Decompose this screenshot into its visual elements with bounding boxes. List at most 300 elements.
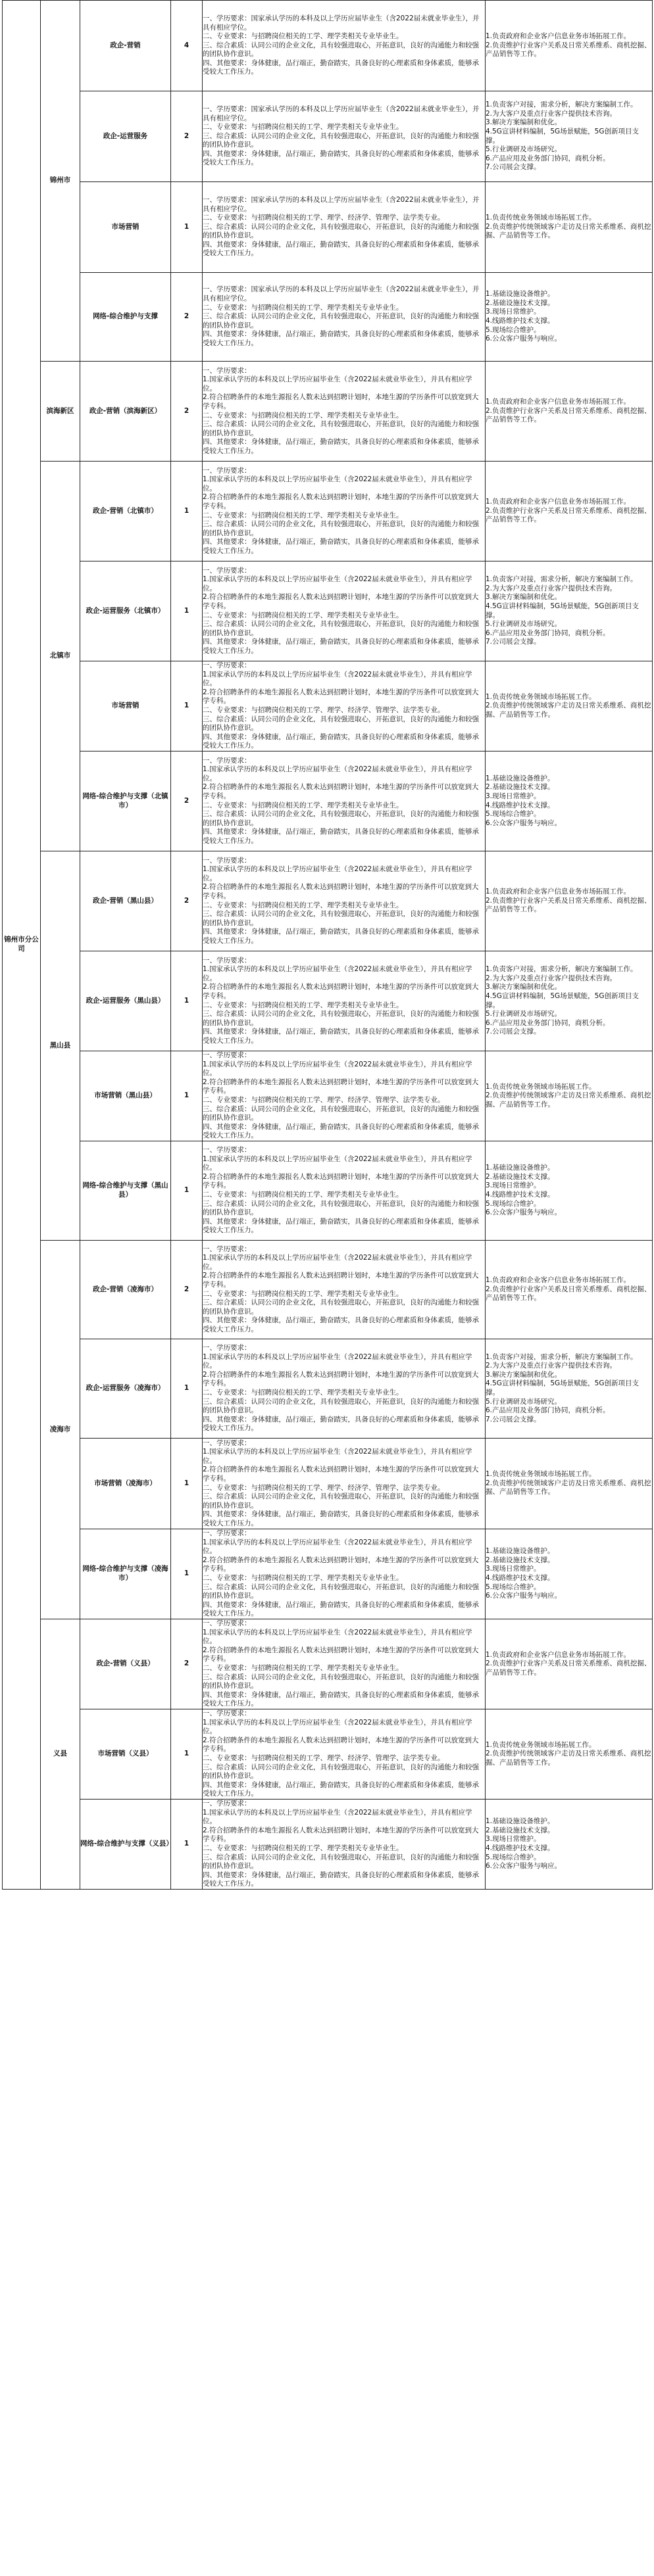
post-title-cell: 政企-营销（凌海市）: [80, 1241, 171, 1339]
requirement-line: 三、综合素质：认同公司的企业文化，具有较强进取心，开拓意识，良好的沟通能力和较强的团队协作意识。: [203, 520, 479, 537]
duties-cell: [486, 273, 653, 362]
requirements-cell: [203, 1051, 486, 1141]
headcount-cell: 2: [171, 1241, 203, 1339]
region-cell: 北镇市: [41, 462, 80, 851]
requirement-line: 1.国家承认学历的本科及以上学历应届毕业生（含2022届未就业毕业生），并具有相应学位。: [203, 1808, 472, 1826]
requirement-line: 一、学历要求：: [203, 956, 251, 965]
duty-line: 1.负责客户对接，需求分析，解决方案编制工作。: [486, 965, 638, 974]
table-row: [3, 751, 653, 851]
duties-cell: [486, 851, 653, 951]
requirement-line: 2.符合招聘条件的本地生源报名人数未达到招聘计划时，本地生源的学历条件可以放宽到大学专科。: [203, 1172, 479, 1190]
duty-line: 1.负责政府和企业客户信息业务市场拓展工作。: [486, 1276, 631, 1285]
region-cell: 凌海市: [41, 1241, 80, 1619]
duty-line: 2.基础设施技术支撑。: [486, 1826, 555, 1834]
requirement-line: 2.符合招聘条件的本地生源报名人数未达到招聘计划时，本地生源的学历条件可以放宽到大学专科。: [203, 883, 479, 900]
requirements-cell: [203, 951, 486, 1051]
duty-line: 1.负责政府和企业客户信息业务市场拓展工作。: [486, 398, 631, 406]
duty-line: 3.现场日常维护。: [486, 1565, 541, 1573]
requirement-line: 四、其他要求：身体健康，品行端正，勤奋踏实，具备良好的心理素质和身体素质，能够承受较大工作压力。: [203, 1217, 479, 1235]
requirement-line: 三、综合素质：认同公司的企业文化，具有较强进取心，开拓意识，良好的沟通能力和较强的团队协作意识。: [203, 131, 479, 149]
duty-line: 4.5G宣讲材料编制，5G场景赋能，5G创新项目支撑。: [486, 127, 639, 145]
requirement-line: 1.国家承认学历的本科及以上学历应届毕业生（含2022届未就业毕业生），并具有相应学位。: [203, 1254, 472, 1271]
duty-line: 2.负责维护行业客户关系及日常关系维系、商机挖掘、产品销售等工作。: [486, 506, 651, 524]
table-row: [3, 273, 653, 362]
requirements-cell: [203, 561, 486, 661]
duties-cell: [486, 1800, 653, 1890]
requirement-line: 一、学历要求：国家承认学历的本科及以上学历应届毕业生（含2022届未就业毕业生），并具有相应学位。: [203, 285, 480, 303]
requirement-line: 1.国家承认学历的本科及以上学历应届毕业生（含2022届未就业毕业生），并具有相应学位。: [203, 1628, 472, 1646]
duty-line: 5.现场综合维护。: [486, 1199, 541, 1208]
duty-line: 1.负责传统业务领域市场拓展工作。: [486, 692, 596, 701]
duty-line: 1.负责政府和企业客户信息业务市场拓展工作。: [486, 498, 631, 506]
duty-line: 1.基础设施设备维护。: [486, 774, 555, 782]
post-title-cell: 政企-营销: [80, 1, 171, 91]
duty-line: 6.产品应用及业务部门协同，商机分析。: [486, 629, 610, 637]
post-title-cell: 政企-营销（义县）: [80, 1619, 171, 1709]
requirement-line: 三、综合素质：认同公司的企业文化，具有较强进取心，开拓意识，良好的沟通能力和较强的团队协作意识。: [203, 1397, 479, 1415]
duty-line: 2.负责维护传统领域客户走访及日常关系维系、商机挖掘、产品销售等工作。: [486, 1091, 651, 1109]
headcount-cell: 1: [171, 462, 203, 561]
headcount-cell: 1: [171, 661, 203, 751]
requirement-line: 四、其他要求：身体健康，品行端正，勤奋踏实，具备良好的心理素质和身体素质，能够承受较大工作压力。: [203, 638, 479, 655]
duty-line: 6.公众客户服务与响应。: [486, 1592, 562, 1600]
requirement-line: 三、综合素质：认同公司的企业文化，具有较强进取心，开拓意识，良好的沟通能力和较强的团队协作意识。: [203, 222, 479, 240]
post-title-cell: 网络-综合维护与支撑（黑山县）: [80, 1141, 171, 1241]
requirement-line: 一、学历要求：国家承认学历的本科及以上学历应届毕业生（含2022届未就业毕业生），并具有相应学位。: [203, 105, 480, 122]
requirement-line: 三、综合素质：认同公司的企业文化，具有较强进取心，开拓意识，良好的沟通能力和较强的团队协作意识。: [203, 1299, 479, 1316]
requirements-cell: [203, 462, 486, 561]
duty-line: 1.基础设施设备维护。: [486, 1547, 555, 1556]
requirement-line: 2.符合招聘条件的本地生源报名人数未达到招聘计划时，本地生源的学历条件可以放宽到大学专科。: [203, 593, 479, 610]
duty-line: 2.负责维护传统领域客户走访及日常关系维系、商机挖掘、产品销售等工作。: [486, 1750, 651, 1767]
duty-line: 2.负责维护行业客户关系及日常关系维系、商机挖掘、产品销售等工作。: [486, 406, 651, 424]
requirement-line: 1.国家承认学历的本科及以上学历应届毕业生（含2022届未就业毕业生），并具有相应学位。: [203, 670, 472, 688]
requirement-line: 四、其他要求：身体健康，品行端正，勤奋踏实，具备良好的心理素质和身体素质，能够承受较大工作压力。: [203, 1780, 479, 1798]
table-row: [3, 91, 653, 182]
table-row: [3, 661, 653, 751]
requirement-line: 一、学历要求：: [203, 1709, 251, 1718]
duty-line: 4.线路维护技术支撑。: [486, 1191, 555, 1199]
duty-line: 5.现场综合维护。: [486, 1583, 541, 1591]
headcount-cell: 1: [171, 1529, 203, 1619]
duty-line: 2.负责维护行业客户关系及日常关系维系、商机挖掘、产品销售等工作。: [486, 896, 651, 914]
duty-line: 5.现场综合维护。: [486, 810, 541, 819]
duties-cell: [486, 1339, 653, 1439]
requirement-line: 一、学历要求：: [203, 1051, 251, 1060]
requirement-line: 四、其他要求：身体健康，品行端正，勤奋踏实，具备良好的心理素质和身体素质，能够承受较大工作压力。: [203, 59, 479, 76]
table-row: [3, 1439, 653, 1529]
requirement-line: 四、其他要求：身体健康，品行端正，勤奋踏实，具备良好的心理素质和身体素质，能够承受较大工作压力。: [203, 1028, 479, 1045]
requirement-line: 2.符合招聘条件的本地生源报名人数未达到招聘计划时，本地生源的学历条件可以放宽到大学专科。: [203, 1646, 479, 1663]
company-cell: 锦州市分公司: [3, 1, 41, 1890]
duty-line: 2.为大客户及重点行业客户提供技术咨询。: [486, 974, 617, 982]
duties-cell: [486, 1619, 653, 1709]
requirement-line: 三、综合素质：认同公司的企业文化，具有较强进取心，开拓意识，良好的沟通能力和较强的团队协作意识。: [203, 1105, 479, 1122]
duties-cell: [486, 1709, 653, 1800]
requirements-cell: [203, 1141, 486, 1241]
requirement-line: 2.符合招聘条件的本地生源报名人数未达到招聘计划时，本地生源的学历条件可以放宽到大学专科。: [203, 1078, 479, 1095]
requirements-cell: [203, 1800, 486, 1890]
requirement-line: 1.国家承认学历的本科及以上学历应届毕业生（含2022届未就业毕业生），并具有相应学位。: [203, 575, 472, 592]
post-title-cell: 政企-营销（黑山县）: [80, 851, 171, 951]
post-title-cell: 政企-运营服务: [80, 91, 171, 182]
region-cell: 黑山县: [41, 851, 80, 1241]
requirement-line: 四、其他要求：身体健康，品行端正，勤奋踏实，具备良好的心理素质和身体素质，能够承受较大工作压力。: [203, 1600, 479, 1618]
duty-line: 1.负责政府和企业客户信息业务市场拓展工作。: [486, 888, 631, 896]
requirement-line: 一、学历要求：国家承认学历的本科及以上学历应届毕业生（含2022届未就业毕业生），并具有相应学位。: [203, 14, 480, 32]
requirement-line: 2.符合招聘条件的本地生源报名人数未达到招聘计划时，本地生源的学历条件可以放宽到大学专科。: [203, 1466, 479, 1483]
duty-line: 7.公司展会支撑。: [486, 1028, 541, 1036]
requirement-line: 2.符合招聘条件的本地生源报名人数未达到招聘计划时，本地生源的学历条件可以放宽到大学专科。: [203, 1556, 479, 1573]
requirement-line: 1.国家承认学历的本科及以上学历应届毕业生（含2022届未就业毕业生），并具有相应学位。: [203, 1155, 472, 1172]
requirement-line: 二、专业要求：与招聘岗位相关的工学、理学类相关专业毕业生。: [203, 801, 403, 809]
duties-cell: [486, 1051, 653, 1141]
headcount-cell: 2: [171, 1619, 203, 1709]
requirement-line: 四、其他要求：身体健康，品行端正，勤奋踏实，具备良好的心理素质和身体素质，能够承受较大工作压力。: [203, 1871, 479, 1888]
duties-cell: [486, 561, 653, 661]
requirement-line: 四、其他要求：身体健康，品行端正，勤奋踏实，具备良好的心理素质和身体素质，能够承受较大工作压力。: [203, 240, 479, 258]
table-row: [3, 951, 653, 1051]
requirements-cell: [203, 1339, 486, 1439]
requirement-line: 二、专业要求：与招聘岗位相关的工学、理学类相关专业毕业生。: [203, 511, 403, 519]
region-cell: 滨海新区: [41, 362, 80, 462]
duty-line: 2.负责维护传统领域客户走访及日常关系维系、商机挖掘、产品销售等工作。: [486, 702, 651, 719]
duty-line: 3.解决方案编制和优化。: [486, 118, 562, 127]
requirement-line: 三、综合素质：认同公司的企业文化，具有较强进取心，开拓意识，良好的沟通能力和较强的团队协作意识。: [203, 420, 479, 437]
requirement-line: 2.符合招聘条件的本地生源报名人数未达到招聘计划时，本地生源的学历条件可以放宽到大学专科。: [203, 688, 479, 705]
duty-line: 2.为大客户及重点行业客户提供技术咨询。: [486, 584, 617, 592]
requirement-line: 三、综合素质：认同公司的企业文化，具有较强进取心，开拓意识，良好的沟通能力和较强的团队协作意识。: [203, 1763, 479, 1780]
table-row: [3, 1141, 653, 1241]
requirement-line: 2.符合招聘条件的本地生源报名人数未达到招聘计划时，本地生源的学历条件可以放宽到大学专科。: [203, 493, 479, 510]
duty-line: 2.基础设施技术支撑。: [486, 1556, 555, 1564]
duty-line: 2.基础设施技术支撑。: [486, 783, 555, 792]
requirement-line: 三、综合素质：认同公司的企业文化，具有较强进取心，开拓意识，良好的沟通能力和较强的团队协作意识。: [203, 1199, 479, 1217]
duty-line: 5.现场综合维护。: [486, 1853, 541, 1861]
duty-line: 6.公众客户服务与响应。: [486, 819, 562, 827]
requirement-line: 2.符合招聘条件的本地生源报名人数未达到招聘计划时，本地生源的学历条件可以放宽到大学专科。: [203, 783, 479, 800]
requirement-line: 二、专业要求：与招聘岗位相关的工学、理学、经济学、管理学、法学类专业。: [203, 1096, 445, 1104]
duty-line: 2.为大客户及重点行业客户提供技术咨询。: [486, 1362, 617, 1370]
table-row: [3, 1241, 653, 1339]
post-title-cell: 网络-综合维护与支撑（凌海市）: [80, 1529, 171, 1619]
duty-line: 6.公众客户服务与响应。: [486, 1862, 562, 1871]
duty-line: 7.公司展会支撑。: [486, 1415, 541, 1423]
requirement-line: 二、专业要求：与招聘岗位相关的工学、理学类相关专业毕业生。: [203, 1844, 403, 1852]
headcount-cell: 1: [171, 951, 203, 1051]
requirement-line: 二、专业要求：与招聘岗位相关的工学、理学、经济学、管理学、法学类专业。: [203, 214, 445, 222]
requirement-line: 1.国家承认学历的本科及以上学历应届毕业生（含2022届未就业毕业生），并具有相应学位。: [203, 375, 472, 393]
requirements-cell: [203, 273, 486, 362]
duty-line: 5.行业调研及市场研究。: [486, 145, 562, 154]
headcount-cell: 2: [171, 91, 203, 182]
duties-cell: [486, 951, 653, 1051]
headcount-cell: 1: [171, 561, 203, 661]
requirement-line: 一、学历要求：: [203, 756, 251, 765]
requirements-cell: [203, 1, 486, 91]
table-row: [3, 561, 653, 661]
requirement-line: 四、其他要求：身体健康，品行端正，勤奋踏实，具备良好的心理素质和身体素质，能够承受较大工作压力。: [203, 438, 479, 455]
requirement-line: 三、综合素质：认同公司的企业文化，具有较强进取心，开拓意识，良好的沟通能力和较强的团队协作意识。: [203, 1492, 479, 1510]
requirement-line: 三、综合素质：认同公司的企业文化，具有较强进取心，开拓意识，良好的沟通能力和较强的团队协作意识。: [203, 910, 479, 927]
post-title-cell: 市场营销（义县）: [80, 1709, 171, 1800]
requirement-line: 四、其他要求：身体健康，品行端正，勤奋踏实，具备良好的心理素质和身体素质，能够承受较大工作压力。: [203, 828, 479, 845]
requirements-cell: [203, 362, 486, 462]
duty-line: 1.负责客户对接，需求分析，解决方案编制工作。: [486, 1352, 638, 1361]
duties-cell: [486, 1439, 653, 1529]
requirement-line: 1.国家承认学历的本科及以上学历应届毕业生（含2022届未就业毕业生），并具有相应学位。: [203, 475, 472, 492]
requirement-line: 2.符合招聘条件的本地生源报名人数未达到招聘计划时，本地生源的学历条件可以放宽到大学专科。: [203, 1736, 479, 1753]
requirement-line: 二、专业要求：与招聘岗位相关的工学、理学、经济学、管理学、法学类专业。: [203, 706, 445, 714]
duty-line: 1.基础设施设备维护。: [486, 1817, 555, 1826]
requirement-line: 二、专业要求：与招聘岗位相关的工学、理学、经济学、管理学、法学类专业。: [203, 1754, 445, 1762]
requirement-line: 二、专业要求：与招聘岗位相关的工学、理学类相关专业毕业生。: [203, 901, 403, 909]
duty-line: 3.解决方案编制和优化。: [486, 593, 562, 602]
post-title-cell: 政企-运营服务（凌海市）: [80, 1339, 171, 1439]
table-row: [3, 182, 653, 273]
requirement-line: 四、其他要求：身体健康，品行端正，勤奋踏实，具备良好的心理素质和身体素质，能够承受较大工作压力。: [203, 732, 479, 750]
post-title-cell: 网络-综合维护与支撑: [80, 273, 171, 362]
duty-line: 1.负责传统业务领域市场拓展工作。: [486, 1082, 596, 1091]
duty-line: 1.基础设施设备维护。: [486, 290, 555, 298]
duty-line: 1.负责客户对接，需求分析，解决方案编制工作。: [486, 575, 638, 584]
requirements-cell: [203, 1529, 486, 1619]
duty-line: 4.线路维护技术支撑。: [486, 1844, 555, 1852]
requirement-line: 二、专业要求：与招聘岗位相关的工学、理学类相关专业毕业生。: [203, 123, 403, 131]
requirement-line: 1.国家承认学历的本科及以上学历应届毕业生（含2022届未就业毕业生），并具有相应学位。: [203, 1718, 472, 1736]
post-title-cell: 市场营销（凌海市）: [80, 1439, 171, 1529]
duty-line: 3.解决方案编制和优化。: [486, 1370, 562, 1379]
duty-line: 3.现场日常维护。: [486, 1181, 541, 1190]
requirement-line: 四、其他要求：身体健康，品行端正，勤奋踏实，具备良好的心理素质和身体素质，能够承受较大工作压力。: [203, 538, 479, 555]
requirement-line: 四、其他要求：身体健康，品行端正，勤奋踏实，具备良好的心理素质和身体素质，能够承受较大工作压力。: [203, 1415, 479, 1433]
duty-line: 7.公司展会支撑。: [486, 163, 541, 172]
duty-line: 3.现场日常维护。: [486, 792, 541, 800]
requirement-line: 2.符合招聘条件的本地生源报名人数未达到招聘计划时，本地生源的学历条件可以放宽到大学专科。: [203, 1370, 479, 1388]
requirement-line: 一、学历要求：: [203, 1146, 251, 1155]
duties-cell: [486, 1, 653, 91]
duty-line: 4.线路维护技术支撑。: [486, 801, 555, 809]
requirement-line: 四、其他要求：身体健康，品行端正，勤奋踏实，具备良好的心理素质和身体素质，能够承受较大工作压力。: [203, 1122, 479, 1140]
post-title-cell: 市场营销: [80, 182, 171, 273]
requirement-line: 一、学历要求：: [203, 366, 251, 375]
post-title-cell: 网络-综合维护与支撑（义县）: [80, 1800, 171, 1890]
requirement-line: 1.国家承认学历的本科及以上学历应届毕业生（含2022届未就业毕业生），并具有相应学位。: [203, 1060, 472, 1078]
requirement-line: 1.国家承认学历的本科及以上学历应届毕业生（含2022届未就业毕业生），并具有相应学位。: [203, 965, 472, 982]
duties-cell: [486, 1241, 653, 1339]
requirement-line: 1.国家承认学历的本科及以上学历应届毕业生（含2022届未就业毕业生），并具有相应学位。: [203, 1538, 472, 1556]
requirement-line: 三、综合素质：认同公司的企业文化，具有较强进取心，开拓意识，良好的沟通能力和较强的团队协作意识。: [203, 41, 479, 59]
requirement-line: 2.符合招聘条件的本地生源报名人数未达到招聘计划时，本地生源的学历条件可以放宽到大学专科。: [203, 393, 479, 410]
duty-line: 1.负责政府和企业客户信息业务市场拓展工作。: [486, 1650, 631, 1659]
requirement-line: 二、专业要求：与招聘岗位相关的工学、理学类相关专业毕业生。: [203, 32, 403, 41]
duty-line: 1.负责传统业务领域市场拓展工作。: [486, 1740, 596, 1749]
requirement-line: 2.符合招聘条件的本地生源报名人数未达到招聘计划时，本地生源的学历条件可以放宽到大学专科。: [203, 1272, 479, 1289]
headcount-cell: 2: [171, 751, 203, 851]
requirement-line: 三、综合素质：认同公司的企业文化，具有较强进取心，开拓意识，良好的沟通能力和较强的团队协作意识。: [203, 1673, 479, 1690]
requirement-line: 四、其他要求：身体健康，品行端正，勤奋踏实，具备良好的心理素质和身体素质，能够承受较大工作压力。: [203, 330, 479, 347]
table-row: [3, 1529, 653, 1619]
duty-line: 2.负责维护行业客户关系及日常关系维系、商机挖掘、产品销售等工作。: [486, 1659, 651, 1677]
headcount-cell: 1: [171, 1800, 203, 1890]
duty-line: 2.基础设施技术支撑。: [486, 298, 555, 307]
duties-cell: [486, 1141, 653, 1241]
requirement-line: 四、其他要求：身体健康，品行端正，勤奋踏实，具备良好的心理素质和身体素质，能够承受较大工作压力。: [203, 928, 479, 945]
duty-line: 4.5G宣讲材料编制，5G场景赋能，5G创新项目支撑。: [486, 602, 639, 619]
requirement-line: 二、专业要求：与招聘岗位相关的工学、理学类相关专业毕业生。: [203, 303, 403, 312]
table-row: [3, 362, 653, 462]
duty-line: 3.现场日常维护。: [486, 308, 541, 316]
requirement-line: 三、综合素质：认同公司的企业文化，具有较强进取心，开拓意识，良好的沟通能力和较强的团队协作意识。: [203, 620, 479, 637]
table-row: [3, 1619, 653, 1709]
requirement-line: 四、其他要求：身体健康，品行端正，勤奋踏实，具备良好的心理素质和身体素质，能够承受较大工作压力。: [203, 149, 479, 167]
requirement-line: 三、综合素质：认同公司的企业文化，具有较强进取心，开拓意识，良好的沟通能力和较强的团队协作意识。: [203, 1010, 479, 1027]
requirement-line: 三、综合素质：认同公司的企业文化，具有较强进取心，开拓意识，良好的沟通能力和较强的团队协作意识。: [203, 312, 479, 329]
post-title-cell: 政企-运营服务（北镇市）: [80, 561, 171, 661]
requirement-line: 四、其他要求：身体健康，品行端正，勤奋踏实，具备良好的心理素质和身体素质，能够承受较大工作压力。: [203, 1510, 479, 1527]
requirements-cell: [203, 751, 486, 851]
duty-line: 6.公众客户服务与响应。: [486, 1208, 562, 1217]
requirement-line: 二、专业要求：与招聘岗位相关的工学、理学、经济学、管理学、法学类专业。: [203, 1483, 445, 1492]
requirement-line: 三、综合素质：认同公司的企业文化，具有较强进取心，开拓意识，良好的沟通能力和较强的团队协作意识。: [203, 1583, 479, 1600]
headcount-cell: 2: [171, 273, 203, 362]
requirement-line: 一、学历要求：: [203, 566, 251, 575]
headcount-cell: 2: [171, 851, 203, 951]
requirements-cell: [203, 1439, 486, 1529]
post-title-cell: 市场营销: [80, 661, 171, 751]
requirement-line: 二、专业要求：与招聘岗位相关的工学、理学类相关专业毕业生。: [203, 611, 403, 619]
headcount-cell: 1: [171, 1439, 203, 1529]
requirements-cell: [203, 1619, 486, 1709]
table-row: [3, 1800, 653, 1890]
requirement-line: 二、专业要求：与招聘岗位相关的工学、理学类相关专业毕业生。: [203, 1289, 403, 1298]
requirement-line: 二、专业要求：与招聘岗位相关的工学、理学类相关专业毕业生。: [203, 1574, 403, 1582]
duty-line: 3.解决方案编制和优化。: [486, 983, 562, 991]
duties-cell: [486, 91, 653, 182]
requirement-line: 一、学历要求：: [203, 661, 251, 670]
duty-line: 5.现场综合维护。: [486, 325, 541, 334]
requirement-line: 一、学历要求：: [203, 1529, 251, 1538]
requirement-line: 三、综合素质：认同公司的企业文化，具有较强进取心，开拓意识，良好的沟通能力和较强的团队协作意识。: [203, 810, 479, 827]
post-title-cell: 政企-运营服务（黑山县）: [80, 951, 171, 1051]
table-row: [3, 462, 653, 561]
requirement-line: 2.符合招聘条件的本地生源报名人数未达到招聘计划时，本地生源的学历条件可以放宽到大学专科。: [203, 1826, 479, 1844]
requirement-line: 一、学历要求：: [203, 1800, 251, 1808]
requirement-line: 一、学历要求：国家承认学历的本科及以上学历应届毕业生（含2022届未就业毕业生），并具有相应学位。: [203, 195, 480, 213]
headcount-cell: 4: [171, 1, 203, 91]
duty-line: 2.负责维护传统领域客户走访及日常关系维系、商机挖掘、产品销售等工作。: [486, 222, 651, 240]
duty-line: 6.产品应用及业务部门协同，商机分析。: [486, 1018, 610, 1027]
requirement-line: 四、其他要求：身体健康，品行端正，勤奋踏实，具备良好的心理素质和身体素质，能够承受较大工作压力。: [203, 1316, 479, 1333]
recruitment-table: [2, 0, 653, 1890]
duty-line: 4.线路维护技术支撑。: [486, 1574, 555, 1582]
table-row: [3, 1339, 653, 1439]
headcount-cell: 1: [171, 1141, 203, 1241]
requirement-line: 二、专业要求：与招聘岗位相关的工学、理学类相关专业毕业生。: [203, 1389, 403, 1396]
requirement-line: 一、学历要求：: [203, 1619, 251, 1628]
table-row: [3, 1, 653, 91]
duties-cell: [486, 362, 653, 462]
duty-line: 2.负责维护传统领域客户走访及日常关系维系、商机挖掘、产品销售等工作。: [486, 1479, 651, 1496]
duty-line: 2.基础设施技术支撑。: [486, 1172, 555, 1181]
post-title-cell: 政企-营销（北镇市）: [80, 462, 171, 561]
table-row: [3, 1709, 653, 1800]
duty-line: 1.负责政府和企业客户信息业务市场拓展工作。: [486, 32, 631, 41]
duties-cell: [486, 751, 653, 851]
requirement-line: 1.国家承认学历的本科及以上学历应届毕业生（含2022届未就业毕业生），并具有相应学位。: [203, 865, 472, 882]
duty-line: 4.5G宣讲材料编制，5G场景赋能，5G创新项目支撑。: [486, 991, 639, 1009]
duties-cell: [486, 462, 653, 561]
duty-line: 1.负责传统业务领域市场拓展工作。: [486, 1470, 596, 1479]
requirement-line: 三、综合素质：认同公司的企业文化，具有较强进取心，开拓意识，良好的沟通能力和较强的团队协作意识。: [203, 715, 479, 732]
region-cell: 锦州市: [41, 1, 80, 362]
duty-line: 6.产品应用及业务部门协同，商机分析。: [486, 1406, 610, 1415]
requirement-line: 二、专业要求：与招聘岗位相关的工学、理学类相关专业毕业生。: [203, 411, 403, 419]
requirement-line: 1.国家承认学历的本科及以上学历应届毕业生（含2022届未就业毕业生），并具有相应学位。: [203, 765, 472, 782]
requirement-line: 二、专业要求：与招聘岗位相关的工学、理学类相关专业毕业生。: [203, 1001, 403, 1009]
requirement-line: 2.符合招聘条件的本地生源报名人数未达到招聘计划时，本地生源的学历条件可以放宽到大学专科。: [203, 983, 479, 1000]
requirement-line: 四、其他要求：身体健康，品行端正，勤奋踏实，具备良好的心理素质和身体素质，能够承受较大工作压力。: [203, 1690, 479, 1708]
post-title-cell: 市场营销（黑山县）: [80, 1051, 171, 1141]
table-row: [3, 1051, 653, 1141]
duty-line: 3.现场日常维护。: [486, 1835, 541, 1844]
headcount-cell: 1: [171, 1339, 203, 1439]
requirement-line: 一、学历要求：: [203, 1245, 251, 1253]
post-title-cell: 政企-营销（滨海新区）: [80, 362, 171, 462]
duty-line: 5.行业调研及市场研究。: [486, 1010, 562, 1018]
duty-line: 4.5G宣讲材料编制，5G场景赋能，5G创新项目支撑。: [486, 1379, 639, 1396]
region-cell: 义县: [41, 1619, 80, 1890]
requirement-line: 一、学历要求：: [203, 856, 251, 865]
requirement-line: 二、专业要求：与招聘岗位相关的工学、理学类相关专业毕业生。: [203, 1191, 403, 1199]
headcount-cell: 1: [171, 182, 203, 273]
table-row: [3, 851, 653, 951]
requirement-line: 一、学历要求：: [203, 1344, 251, 1352]
requirements-cell: [203, 1241, 486, 1339]
duty-line: 1.基础设施设备维护。: [486, 1164, 555, 1172]
duty-line: 2.负责维护行业客户关系及日常关系维系、商机挖掘、产品销售等工作。: [486, 1285, 651, 1302]
duty-line: 7.公司展会支撑。: [486, 638, 541, 646]
headcount-cell: 2: [171, 362, 203, 462]
requirements-cell: [203, 182, 486, 273]
duty-line: 1.负责传统业务领域市场拓展工作。: [486, 214, 596, 222]
requirements-cell: [203, 851, 486, 951]
headcount-cell: 1: [171, 1709, 203, 1800]
duty-line: 5.行业调研及市场研究。: [486, 620, 562, 629]
duty-line: 6.公众客户服务与响应。: [486, 335, 562, 343]
duties-cell: [486, 661, 653, 751]
duty-line: 4.线路维护技术支撑。: [486, 317, 555, 325]
duty-line: 2.负责维护行业客户关系及日常关系维系、商机挖掘、产品销售等工作。: [486, 41, 651, 59]
requirement-line: 二、专业要求：与招聘岗位相关的工学、理学类相关专业毕业生。: [203, 1664, 403, 1672]
requirements-cell: [203, 91, 486, 182]
requirement-line: 一、学历要求：: [203, 466, 251, 475]
requirements-cell: [203, 1709, 486, 1800]
requirement-line: 三、综合素质：认同公司的企业文化，具有较强进取心，开拓意识，良好的沟通能力和较强的团队协作意识。: [203, 1853, 479, 1871]
requirement-line: 一、学历要求：: [203, 1439, 251, 1447]
duty-line: 2.为大客户及重点行业客户提供技术咨询。: [486, 109, 617, 118]
duty-line: 1.负责客户对接，需求分析，解决方案编制工作。: [486, 101, 638, 109]
requirement-line: 1.国家承认学历的本科及以上学历应届毕业生（含2022届未就业毕业生），并具有相应学位。: [203, 1352, 472, 1370]
duty-line: 6.产品应用及业务部门协同，商机分析。: [486, 154, 610, 162]
duty-line: 5.行业调研及市场研究。: [486, 1397, 562, 1406]
requirements-cell: [203, 661, 486, 751]
duties-cell: [486, 182, 653, 273]
requirement-line: 1.国家承认学历的本科及以上学历应届毕业生（含2022届未就业毕业生），并具有相应学位。: [203, 1448, 472, 1465]
post-title-cell: 网络-综合维护与支撑（北镇市）: [80, 751, 171, 851]
duties-cell: [486, 1529, 653, 1619]
headcount-cell: 1: [171, 1051, 203, 1141]
